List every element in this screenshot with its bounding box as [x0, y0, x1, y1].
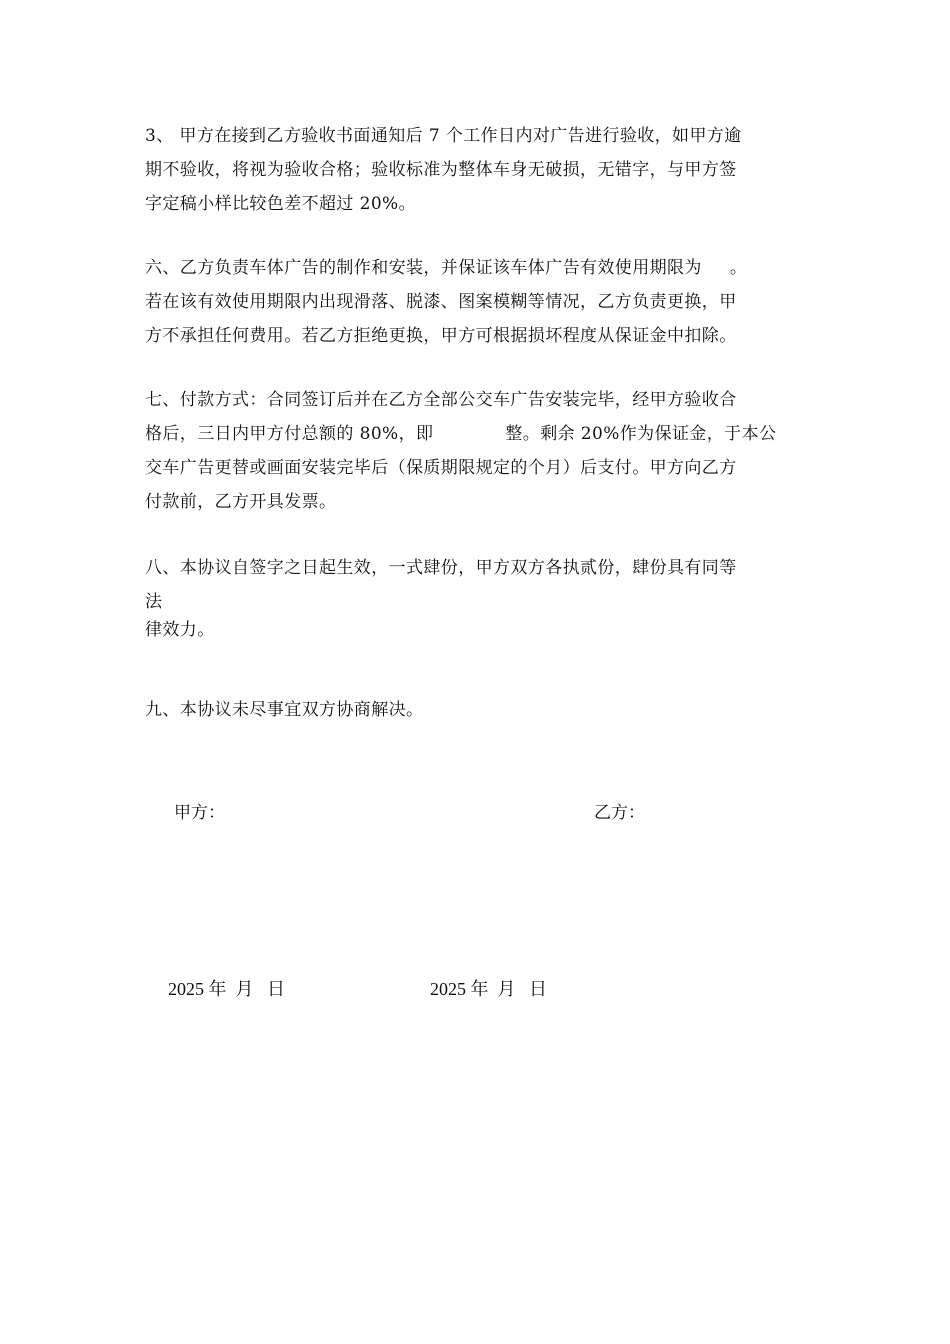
clause-7-line-2-end: 整。剩余 20%作为保证金，于本公 — [505, 424, 777, 444]
clause-6-line-1 — [145, 251, 807, 285]
clause-6-line-1-end: 。 — [729, 258, 748, 278]
party-a-date: 2025 年 月 日 — [168, 979, 285, 999]
clause-9-line-1: 九、本协议未尽事宜双方协商解决。 — [145, 700, 424, 720]
clause-3-line-1: 3、 甲方在接到乙方验收书面通知后 7 个工作日内对广告进行验收，如甲方逾 — [145, 126, 742, 146]
clause-3-line-2: 期不验收，将视为验收合格；验收标准为整体车身无破损，无错字，与甲方签 — [145, 160, 737, 180]
party-b-date: 2025 年 月 日 — [430, 979, 547, 999]
clause-6-line-3: 方不承担任何费用。若乙方拒绝更换，甲方可根据损坏程度从保证金中扣除。 — [145, 326, 737, 346]
clause-8-line-2: 法 — [145, 592, 163, 612]
clause-7-line-4: 付款前，乙方开具发票。 — [145, 492, 337, 512]
clause-7-line-2 — [145, 417, 807, 451]
clause-3-line-3: 字定稿小样比较色差不超过 20%。 — [145, 194, 416, 214]
clause-7 — [145, 383, 807, 519]
clause-8-line-3: 律效力。 — [145, 620, 215, 640]
clause-8 — [145, 551, 807, 647]
clause-7-line-1: 七、付款方式：合同签订后并在乙方全部公交车广告安装完毕，经甲方验收合 — [145, 390, 737, 410]
clause-6-line-1-text: 六、乙方负责车体广告的制作和安装，并保证该车体广告有效使用期限为 — [145, 258, 702, 278]
clause-7-line-2-text: 格后，三日内甲方付总额的 80%，即 — [145, 424, 434, 444]
party-b-signature-label: 乙方： — [594, 803, 645, 823]
clause-3 — [145, 119, 807, 221]
party-a-signature-label: 甲方： — [174, 803, 225, 823]
clause-6-line-2: 若在该有效使用期限内出现滑落、脱漆、图案模糊等情况，乙方负责更换，甲 — [145, 292, 737, 312]
clause-9 — [145, 693, 807, 727]
clause-7-line-3: 交车广告更替或画面安装完毕后（保质期限规定的个月）后支付。甲方向乙方 — [145, 458, 737, 478]
clause-8-line-1: 八、本协议自签字之日起生效，一式肆份，甲方双方各执贰份，肆份具有同等 — [145, 558, 737, 578]
clause-6 — [145, 251, 807, 353]
